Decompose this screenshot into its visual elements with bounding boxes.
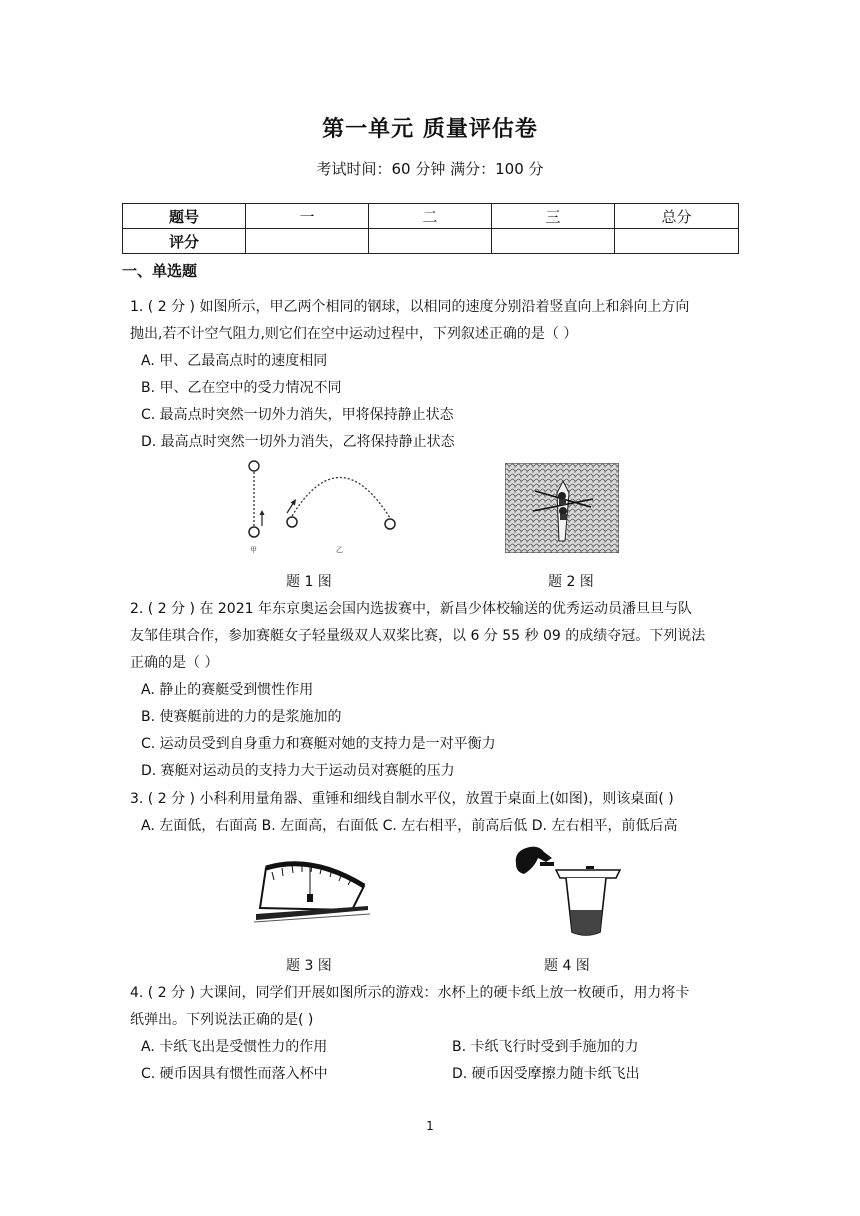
page-number: 1 <box>426 1119 434 1133</box>
score-cell[interactable] <box>369 229 492 254</box>
figure-3-caption: 题 3 图 <box>286 958 332 974</box>
score-cell[interactable] <box>492 229 615 254</box>
score-table <box>122 203 739 254</box>
question-2-option-a: A. 静止的赛艇受到惯性作用 <box>141 682 314 698</box>
question-1-stem: 1. ( 2 分 ) 如图所示，甲乙两个相同的钢球，以相同的速度分别沿着竖直向上和斜向上方向 <box>130 299 690 315</box>
figure-4-caption: 题 4 图 <box>544 958 590 974</box>
question-2-stem: 友邹佳琪合作，参加赛艇女子轻量级双人双桨比赛，以 6 分 55 秒 09 的成绩夺冠。下列说法 <box>130 628 706 644</box>
question-1-option-a: A. 甲、乙最高点时的速度相同 <box>141 353 328 369</box>
score-table-header: 总分 <box>615 204 739 229</box>
figure-4-cup-card-coin <box>510 840 625 940</box>
page-title: 第一单元 质量评估卷 <box>322 117 538 142</box>
score-row-label: 评分 <box>123 229 246 254</box>
score-cell[interactable] <box>246 229 369 254</box>
question-4-option-a: A. 卡纸飞出是受惯性力的作用 <box>141 1039 328 1055</box>
question-4-stem: 纸弹出。下列说法正确的是( ) <box>130 1012 314 1028</box>
question-2-option-b: B. 使赛艇前进的力的是浆施加的 <box>141 709 342 725</box>
score-table-header: 二 <box>369 204 492 229</box>
score-table-header-row <box>123 204 739 229</box>
question-2-option-d: D. 赛艇对运动员的支持力大于运动员对赛艇的压力 <box>141 763 455 779</box>
label-jia: 甲 <box>250 546 257 554</box>
question-2-stem: 2. ( 2 分 ) 在 2021 年东京奥运会国内选拔赛中，新昌少体校输送的优秀运动员潘旦旦与队 <box>130 601 692 617</box>
figure-1-caption: 题 1 图 <box>286 574 332 590</box>
score-cell[interactable] <box>615 229 739 254</box>
figure-1-trajectory-diagram <box>240 458 410 558</box>
question-2-option-c: C. 运动员受到自身重力和赛艇对她的支持力是一对平衡力 <box>141 736 496 752</box>
question-4-option-c: C. 硬币因具有惯性而落入杯中 <box>141 1066 328 1082</box>
question-4-option-d: D. 硬币因受摩擦力随卡纸飞出 <box>452 1066 640 1082</box>
question-3-options: A. 左面低，右面高 B. 左面高，右面低 C. 左右相平，前高后低 D. 左右相平，前低后高 <box>141 818 678 834</box>
question-1-option-b: B. 甲、乙在空中的受力情况不同 <box>141 380 342 396</box>
score-table-header: 一 <box>246 204 369 229</box>
exam-info: 考试时间：60 分钟 满分：100 分 <box>316 160 544 178</box>
question-1-stem: 抛出,若不计空气阻力,则它们在空中运动过程中，下列叙述正确的是（ ） <box>130 326 578 342</box>
figure-2-rowing-photo <box>505 463 619 553</box>
question-4-stem: 4. ( 2 分 ) 大课间，同学们开展如图所示的游戏：水杯上的硬卡纸上放一枚硬币，用力将卡 <box>130 985 690 1001</box>
figure-2-caption: 题 2 图 <box>548 574 594 590</box>
question-3-stem: 3. ( 2 分 ) 小科利用量角器、重锤和细线自制水平仪，放置于桌面上(如图)，则该桌面( ) <box>130 791 674 807</box>
section-title: 一、单选题 <box>122 262 198 280</box>
question-4-option-b: B. 卡纸飞行时受到手施加的力 <box>452 1039 639 1055</box>
question-1-option-c: C. 最高点时突然一切外力消失，甲将保持静止状态 <box>141 407 454 423</box>
score-table-header: 三 <box>492 204 615 229</box>
score-table-row <box>123 229 739 254</box>
label-yi: 乙 <box>336 546 343 554</box>
question-2-stem: 正确的是（ ） <box>130 655 219 671</box>
question-1-option-d: D. 最高点时突然一切外力消失，乙将保持静止状态 <box>141 434 455 450</box>
figure-3-protractor-level <box>252 848 372 928</box>
score-table-header: 题号 <box>123 204 246 229</box>
